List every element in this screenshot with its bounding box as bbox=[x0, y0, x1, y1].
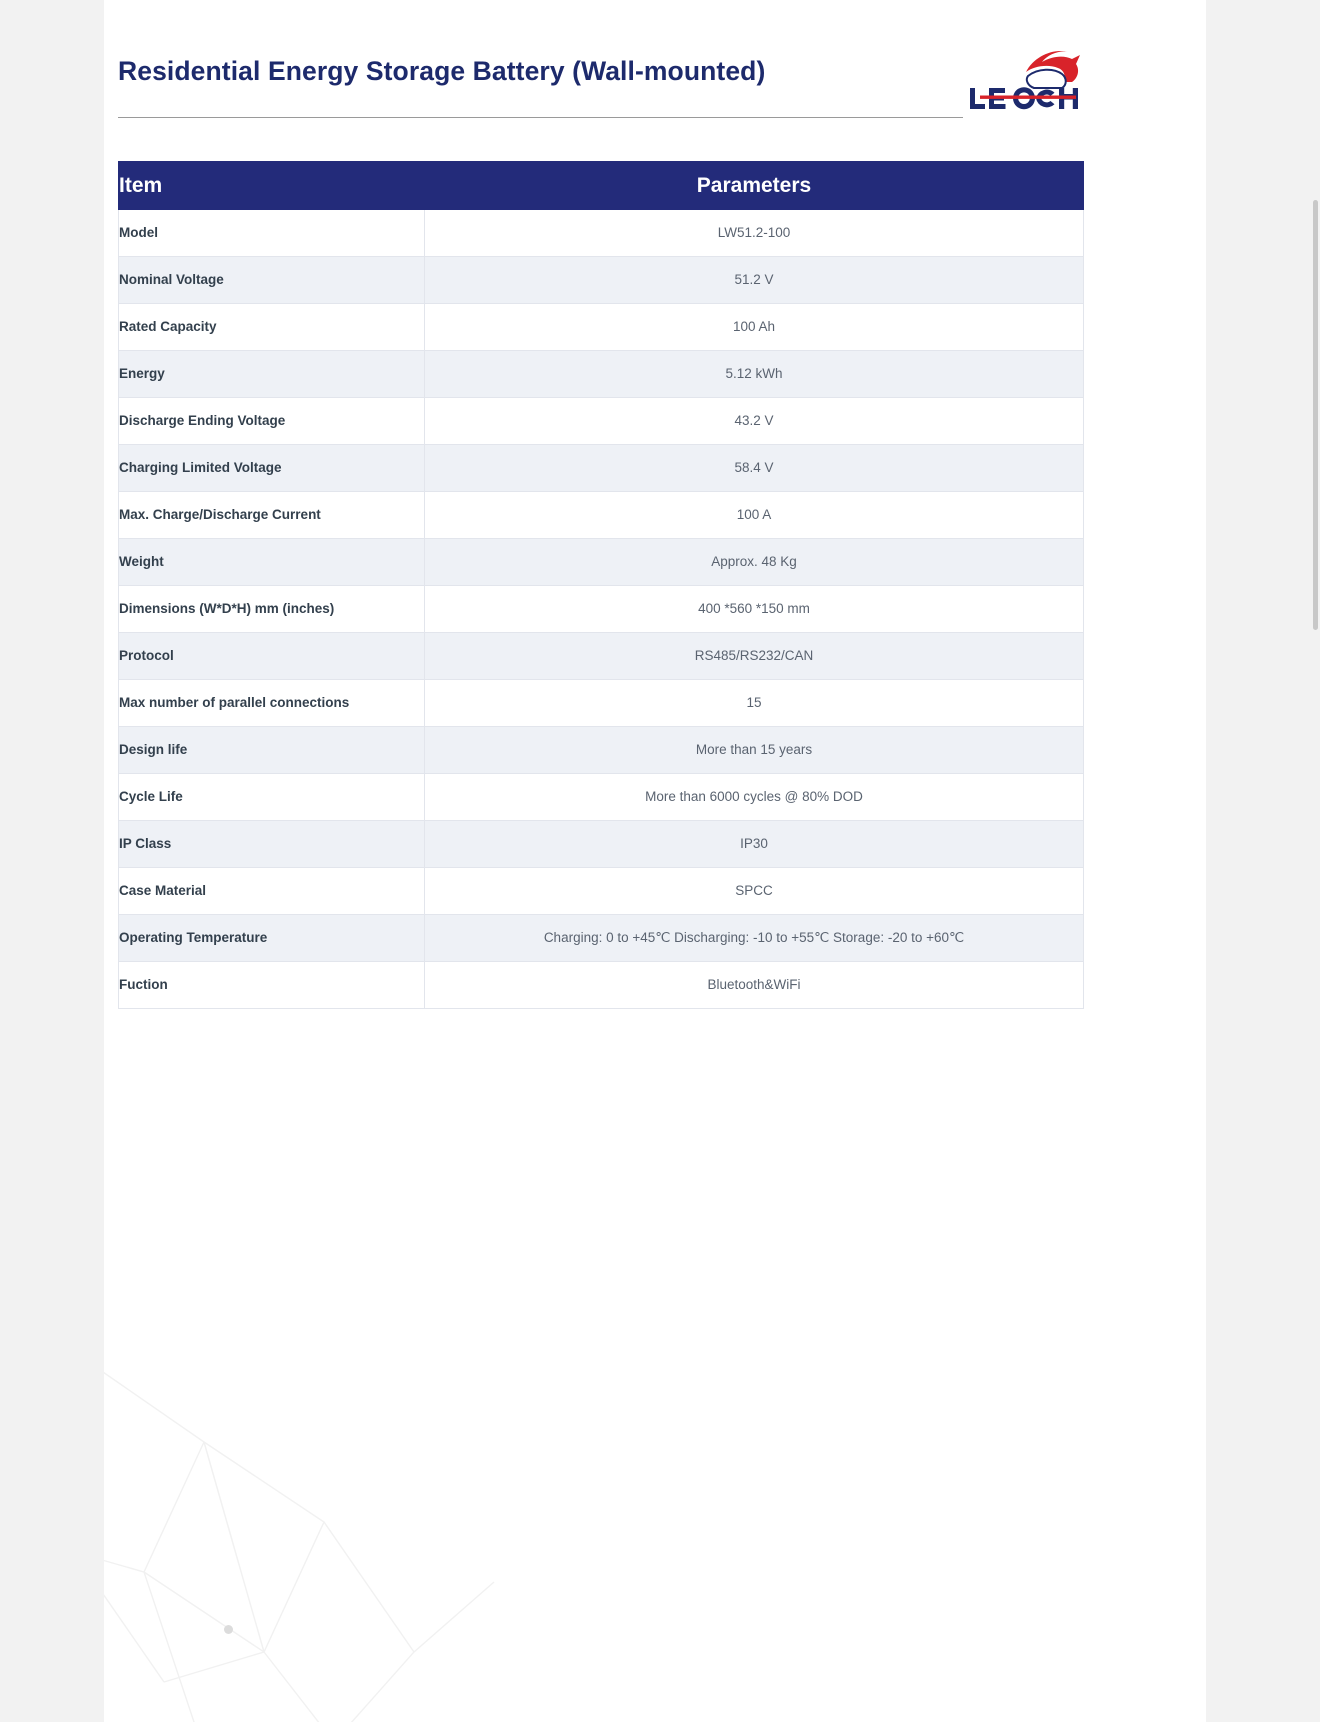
row-value: RS485/RS232/CAN bbox=[425, 633, 1084, 680]
column-header-parameters: Parameters bbox=[425, 162, 1084, 210]
row-value: Approx. 48 Kg bbox=[425, 539, 1084, 586]
table-body bbox=[119, 210, 1084, 1009]
table-row bbox=[119, 633, 1084, 680]
row-label: Max number of parallel connections bbox=[119, 680, 425, 727]
table-header-row bbox=[119, 162, 1084, 210]
document-page bbox=[104, 0, 1206, 1722]
table-row bbox=[119, 680, 1084, 727]
table-row bbox=[119, 727, 1084, 774]
decoration-dot bbox=[224, 1625, 233, 1634]
row-label: Charging Limited Voltage bbox=[119, 445, 425, 492]
table-row bbox=[119, 962, 1084, 1009]
document-header bbox=[104, 0, 1206, 125]
row-value: Bluetooth&WiFi bbox=[425, 962, 1084, 1009]
row-value: 100 Ah bbox=[425, 304, 1084, 351]
table-row bbox=[119, 868, 1084, 915]
page-scrollbar[interactable] bbox=[1312, 0, 1320, 1722]
table-head bbox=[119, 162, 1084, 210]
row-label: Design life bbox=[119, 727, 425, 774]
row-value: 43.2 V bbox=[425, 398, 1084, 445]
row-value: SPCC bbox=[425, 868, 1084, 915]
specifications-table bbox=[118, 161, 1084, 1009]
row-value: 15 bbox=[425, 680, 1084, 727]
page-title: Residential Energy Storage Battery (Wall-mounted) bbox=[118, 56, 766, 86]
table-row bbox=[119, 304, 1084, 351]
row-value: LW51.2-100 bbox=[425, 210, 1084, 257]
row-label: Protocol bbox=[119, 633, 425, 680]
table-row bbox=[119, 539, 1084, 586]
table-row bbox=[119, 492, 1084, 539]
column-header-item: Item bbox=[119, 162, 425, 210]
table-row bbox=[119, 445, 1084, 492]
row-value: IP30 bbox=[425, 821, 1084, 868]
row-label: Fuction bbox=[119, 962, 425, 1009]
row-label: Max. Charge/Discharge Current bbox=[119, 492, 425, 539]
table-row bbox=[119, 821, 1084, 868]
row-label: Discharge Ending Voltage bbox=[119, 398, 425, 445]
row-value: More than 6000 cycles @ 80% DOD bbox=[425, 774, 1084, 821]
row-label: Cycle Life bbox=[119, 774, 425, 821]
row-value: Charging: 0 to +45℃ Discharging: -10 to +55℃ Storage: -20 to +60℃ bbox=[425, 915, 1084, 962]
table-row bbox=[119, 915, 1084, 962]
row-label: Dimensions (W*D*H) mm (inches) bbox=[119, 586, 425, 633]
table-row bbox=[119, 774, 1084, 821]
row-value: 5.12 kWh bbox=[425, 351, 1084, 398]
leoch-logo bbox=[968, 42, 1088, 114]
row-value: 100 A bbox=[425, 492, 1084, 539]
row-label: IP Class bbox=[119, 821, 425, 868]
row-label: Energy bbox=[119, 351, 425, 398]
row-label: Model bbox=[119, 210, 425, 257]
table-row bbox=[119, 398, 1084, 445]
row-value: 58.4 V bbox=[425, 445, 1084, 492]
row-label: Nominal Voltage bbox=[119, 257, 425, 304]
row-label: Weight bbox=[119, 539, 425, 586]
row-value: More than 15 years bbox=[425, 727, 1084, 774]
background-decoration bbox=[104, 1322, 504, 1722]
table-row bbox=[119, 351, 1084, 398]
page-margin-left bbox=[0, 0, 104, 1722]
table-row bbox=[119, 257, 1084, 304]
row-label: Operating Temperature bbox=[119, 915, 425, 962]
row-label: Case Material bbox=[119, 868, 425, 915]
header-divider bbox=[118, 117, 963, 118]
scrollbar-thumb[interactable] bbox=[1313, 200, 1318, 630]
row-label: Rated Capacity bbox=[119, 304, 425, 351]
row-value: 400 *560 *150 mm bbox=[425, 586, 1084, 633]
page-margin-right bbox=[1206, 0, 1320, 1722]
table-row bbox=[119, 586, 1084, 633]
table-row bbox=[119, 210, 1084, 257]
row-value: 51.2 V bbox=[425, 257, 1084, 304]
